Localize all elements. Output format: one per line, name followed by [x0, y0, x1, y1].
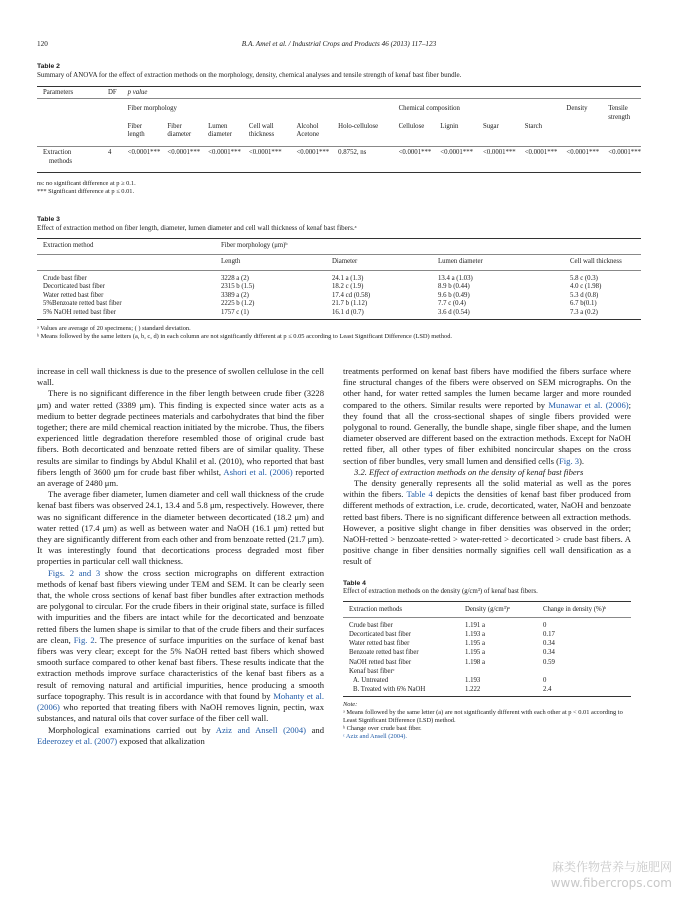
table-link[interactable]: Table 4	[406, 489, 433, 500]
table-cell: 7.7 c (0.4)	[438, 300, 466, 308]
table4-note-b: ᵇ Change over crude bast fiber.	[343, 725, 422, 733]
table-cell: 5% NaOH retted bast fiber	[43, 308, 116, 316]
table-cell: 1.193	[465, 677, 481, 685]
table4	[343, 601, 631, 698]
paragraph: There is no significant difference in the fiber length between crude fiber (3228 μm) and water retted (3389 μm). This finding is expected since water acts as a medium to better degrade pectinees materials and carbohydrates that bind the fiber together; there are mild chemical reaction initiated by the microbe. Thus, the fibers experienced little degradation therefore resembled those of original crude bast fibers. Both decorticated and benzoate retted fibers are of similar quality. These results are similar to findings by Abdul Khalil et al. (2010), who reported that bast fibers length of 3600 μm for crude bast fiber whilst, Ashori et al. (2006) reported an average of 2480 μm.	[37, 388, 325, 489]
table3-caption-text: Effect of extraction method on fiber length, diameter, lumen diameter and cell wall thickness of kenaf bast fibers.ᵃ	[37, 224, 357, 232]
table-cell: A. Untreated	[353, 677, 389, 685]
table-row	[343, 648, 631, 657]
table-row	[343, 630, 631, 639]
table-cell: 0	[543, 621, 547, 629]
table3-note-b: ᵇ Means followed by the same letters (a, b, c, d) in each column are not significantly different at p ≤ 0.05 according to Least Significant Difference (LSD) method.	[37, 333, 453, 340]
table-cell: 0.17	[543, 631, 555, 639]
table-row	[343, 685, 631, 697]
table2-head-tensile: Tensile strength	[608, 105, 631, 121]
table4-group-label: Kenaf bast fiberᶜ	[349, 667, 395, 675]
figure-link[interactable]: Fig. 3	[558, 455, 580, 466]
table2-head-chem: Chemical composition	[398, 105, 460, 113]
table2-label: Table 2	[37, 63, 60, 70]
table-cell: 0.34	[543, 640, 555, 648]
table4-note-c[interactable]: ᶜ Aziz and Ansell (2004).	[343, 733, 407, 741]
table4-label: Table 4	[343, 579, 366, 587]
paragraph: Morphological examinations carried out by Aziz and Ansell (2004) and Edeerozey et al. (2007) exposed that alkalization	[37, 724, 325, 746]
table-cell: 2.4	[543, 686, 552, 694]
table2-sub-holocellulose: Holo-cellulose	[338, 122, 379, 130]
table2-cell: <0.0001***	[566, 149, 600, 157]
watermark-line1: 麻类作物营养与施肥网	[551, 860, 672, 874]
table2-head-pvalue: p value	[127, 89, 148, 96]
table-cell: 3228 a (2)	[221, 275, 249, 282]
figure-link[interactable]: Fig. 2	[73, 634, 95, 645]
table-cell: 1.191 a	[465, 621, 486, 629]
table4-caption-text: Effect of extraction methods on the density (g/cm³) of kenaf bast fibers.	[343, 588, 538, 596]
table-cell: 8.9 b (0.44)	[438, 283, 470, 291]
table-row	[37, 309, 641, 320]
citation-link[interactable]: Edeerozey et al. (2007)	[37, 735, 118, 746]
page-number: 120	[37, 40, 48, 48]
citation-link[interactable]: Mohanty et al. (2006)	[37, 690, 324, 713]
table3-head-method: Extraction method	[43, 242, 94, 249]
table-cell: 0.34	[543, 649, 555, 657]
table-cell: 1757 c (1)	[221, 308, 249, 316]
table-cell: 9.6 b (0.49)	[438, 291, 470, 299]
table2-cell: <0.0001***	[524, 149, 558, 157]
table2-caption	[37, 62, 641, 80]
table4-head-method: Extraction methods	[349, 605, 403, 613]
table-row	[37, 283, 641, 291]
table-cell: 5.8 c (0.3)	[570, 275, 598, 282]
table2-cell: <0.0001***	[608, 149, 641, 157]
table-cell: 24.1 a (1.3)	[332, 275, 364, 282]
table-cell: 1.222	[465, 686, 481, 694]
table4-head-change: Change in density (%)ᵇ	[543, 605, 607, 613]
table-row	[343, 639, 631, 648]
table2-sub-starch: Starch	[524, 122, 543, 130]
paragraph: treatments performed on kenaf bast fibers have modified the fibers surface where fine structural changes of the fibers were observed on SEM micrographs. On the other hand, for water retted samples the lumen became larger and more rounded compared to the others. Similar results were reported by Munawar et al. (2006); they found that all the cross-sectional shapes of single fibers provided were polygonal to round. Generally, the bundle shape, single fiber shape, and the lumen diameter observed are different based on the extraction methods. Except for NaOH retted fiber, all other types of fiber exhibited noncircular shapes on the cross section of fiber bundles, very small lumen and densified cells (Fig. 3).	[343, 366, 631, 466]
table4-caption	[343, 580, 631, 597]
citation-link[interactable]: Munawar et al. (2006)	[548, 399, 629, 410]
watermark	[551, 859, 672, 891]
table2-sub-lumen-diameter: Lumen diameter	[208, 122, 232, 139]
table-cell: 21.7 b (1.12)	[332, 300, 368, 308]
table-cell: B. Treated with 6% NaOH	[353, 686, 426, 694]
table2-note-sig: *** Significant difference at p ≤ 0.01.	[37, 188, 135, 195]
table2-notes	[37, 180, 641, 196]
table3-col-lumen: Lumen diameter	[438, 258, 483, 265]
figure-link[interactable]: Figs. 2 and 3	[48, 567, 101, 578]
table-cell: 0	[543, 677, 547, 685]
table3	[37, 238, 641, 320]
table2-sub-alcohol: Alcohol Acetone	[296, 122, 320, 139]
table2-row-label: Extraction methods	[43, 149, 73, 165]
table2-head-params: Parameters	[43, 89, 74, 96]
table-row	[37, 271, 641, 284]
table2-row-df: 4	[107, 149, 112, 157]
table-cell: 3389 a (2)	[221, 291, 249, 299]
table-cell: 1.195 a	[465, 640, 486, 648]
table2-cell: <0.0001***	[127, 149, 161, 157]
table-cell: 2225 b (1.2)	[221, 300, 255, 308]
table-cell: Decorticated bast fiber	[43, 283, 105, 291]
running-header	[37, 40, 641, 52]
table-cell: 5%Benzoate retted bast fiber	[43, 300, 122, 308]
table2-cell: <0.0001***	[398, 149, 432, 157]
table3-notes	[37, 325, 641, 341]
table-cell: 1.193 a	[465, 631, 486, 639]
table-cell: Crude bast fiber	[43, 275, 87, 282]
table2	[37, 86, 641, 173]
table2-sub-cellulose: Cellulose	[398, 122, 425, 130]
table-cell: 0.59	[543, 658, 555, 666]
table-cell: Decorticated bast fiber	[349, 631, 411, 639]
table-cell: 4.0 c (1.98)	[570, 283, 602, 291]
table2-sub-lignin: Lignin	[440, 122, 459, 130]
table3-note-a: ᵃ Values are average of 20 specimens; ( ) standard deviation.	[37, 325, 191, 332]
paragraph: The average fiber diameter, lumen diameter and cell wall thickness of the crude kenaf bast fibers was observed 24.1, 13.4 and 5.8 μm, respectively. However, there was no significant difference in the diameter between decorticated (18.2 μm) and water retted (17.4 μm) as well as between water and NaOH (16.1 μm) retted but they are significantly different from each other and from benzoate retted (21.7 μm). It was interestingly found that decortications process degraded most fiber properties in particular cell wall thickness.	[37, 489, 324, 567]
table-cell: 1.198 a	[465, 658, 486, 666]
table2-caption-text: Summary of ANOVA for the effect of extraction methods on the morphology, density, chemical analyses and tensile strength of kenaf bast fiber bundle.	[37, 71, 462, 79]
table2-cell: <0.0001***	[248, 149, 282, 157]
table3-col-length: Length	[221, 258, 241, 265]
table4-notes	[343, 701, 631, 741]
table2-head-density: Density	[566, 105, 588, 113]
table-cell: 16.1 d (0.7)	[332, 308, 364, 316]
table2-cell: <0.0001***	[440, 149, 474, 157]
table4-head-density: Density (g/cm³)ᵃ	[465, 605, 510, 613]
table2-sub-fiber-length: Fiber length	[127, 122, 145, 139]
table-cell: NaOH retted bast fiber	[349, 658, 412, 666]
table-cell: 7.3 a (0.2)	[570, 308, 598, 316]
table-cell: 5.3 d (0.8)	[570, 291, 599, 299]
table-cell: 1.195 a	[465, 649, 486, 657]
table3-head-morph: Fiber morphology (μm)ᵇ	[221, 242, 288, 249]
table2-head-morph: Fiber morphology	[127, 105, 177, 113]
table-row	[37, 147, 641, 173]
watermark-line2: www.fibercrops.com	[550, 876, 672, 890]
table-row	[343, 667, 631, 676]
table2-cell: <0.0001***	[167, 149, 201, 157]
table-cell: Water retted bast fiber	[43, 291, 104, 299]
table-cell: 17.4 cd (0.58)	[332, 291, 371, 299]
table-cell: 6.7 b(0.1)	[570, 300, 597, 308]
table2-note-ns: ns: no significant difference at p ≥ 0.1.	[37, 180, 136, 187]
paragraph: The density generally represents all the solid material as well as the pores within the fibers. Table 4 depicts the densities of kenaf bast fiber produced from different methods of extraction, i.e. crude, decorticated, water, NaOH and benzoate retted bast fibers. There is no significant difference between all extraction methods. However, a positive slight change in fiber densities was observed in the order; NaOH-retted > benzoate-retted > water-retted > decorticated > crude bast fibers. A positive change in fiber densities normally signifies cell wall densification as a result of	[343, 478, 631, 567]
table2-sub-fiber-diameter: Fiber diameter	[167, 122, 192, 139]
table2-cell: 0.8752, ns	[338, 149, 367, 157]
table2-head-df: DF	[107, 89, 117, 96]
table-cell: 2315 b (1.5)	[221, 283, 255, 291]
paragraph: Figs. 2 and 3 show the cross section micrographs on different extraction methods of kenaf bast fibers viewing under TEM and SEM. It can be clearly seen that, the whole cross sections of kenaf bast fiber bundles after extraction methods are polygonal to circular. For the crude fibers in their original state, surface is filled with impurities and the fibers are intact while for the decorticated and benzoate retted fibers the lumen shape is similar to that of the crude fibers and their surfaces are clean, Fig. 2. The presence of surface impurities on the surface of kenaf bast fibers was very clear; except for the 5% NaOH retted bast fibers which showed smooth surface compared to other kenaf bast fibers. These results indicate that the extraction methods improve surface characteristics of the kenaf bast fibers as a result of removing natural and artificial impurities, hence producing a smooth surface topography. This result is in accordance with that found by Mohanty et al. (2006) who reported that treating fibers with NaOH removes lignin, pectin, wax substances, and natural oils that cover surface of the fiber cell wall.	[37, 567, 324, 724]
table3-caption	[37, 215, 641, 233]
citation-link[interactable]: Aziz and Ansell (2004)	[215, 724, 307, 735]
paragraph: increase in cell wall thickness is due to the presence of swollen cellulose in the cell wall.	[37, 366, 324, 388]
citation-link[interactable]: Ashori et al. (2006)	[223, 466, 293, 477]
table2-cell: <0.0001***	[208, 149, 241, 157]
table-row	[343, 617, 631, 630]
table-row	[343, 658, 631, 667]
right-column	[343, 366, 631, 741]
section-heading: 3.2. Effect of extraction methods on the density of kenaf bast fibers	[354, 466, 584, 477]
left-column	[37, 366, 324, 747]
table-cell: Water retted bast fiber	[349, 640, 410, 648]
table-cell: 18.2 c (1.9)	[332, 283, 364, 291]
table2-cell: <0.0001***	[296, 149, 330, 157]
table2-sub-sugar: Sugar	[482, 122, 499, 130]
table4-note-a: ᵃ Means followed by the same letter (a) are not significantly different with each other at p < 0.01 according to Least Significant Difference (LSD) method.	[343, 709, 623, 725]
table-cell: 13.4 a (1.03)	[438, 275, 473, 282]
table-row	[343, 676, 631, 685]
table3-label: Table 3	[37, 216, 60, 223]
table-cell: 3.6 d (0.54)	[438, 308, 470, 316]
table-row	[37, 300, 641, 308]
table4-note-label: Note:	[343, 701, 358, 709]
journal-citation: B.A. Amel et al. / Industrial Crops and Products 46 (2013) 117–123	[241, 40, 437, 48]
table-cell: Benzoate retted bast fiber	[349, 649, 419, 657]
table3-col-cellwall: Cell wall thickness	[570, 258, 622, 265]
table3-col-diameter: Diameter	[332, 258, 358, 265]
table-row	[37, 292, 641, 300]
table2-cell: <0.0001***	[482, 149, 516, 157]
table-cell: Crude bast fiber	[349, 621, 393, 629]
table2-sub-cell-wall: Cell wall thickness	[248, 122, 275, 139]
